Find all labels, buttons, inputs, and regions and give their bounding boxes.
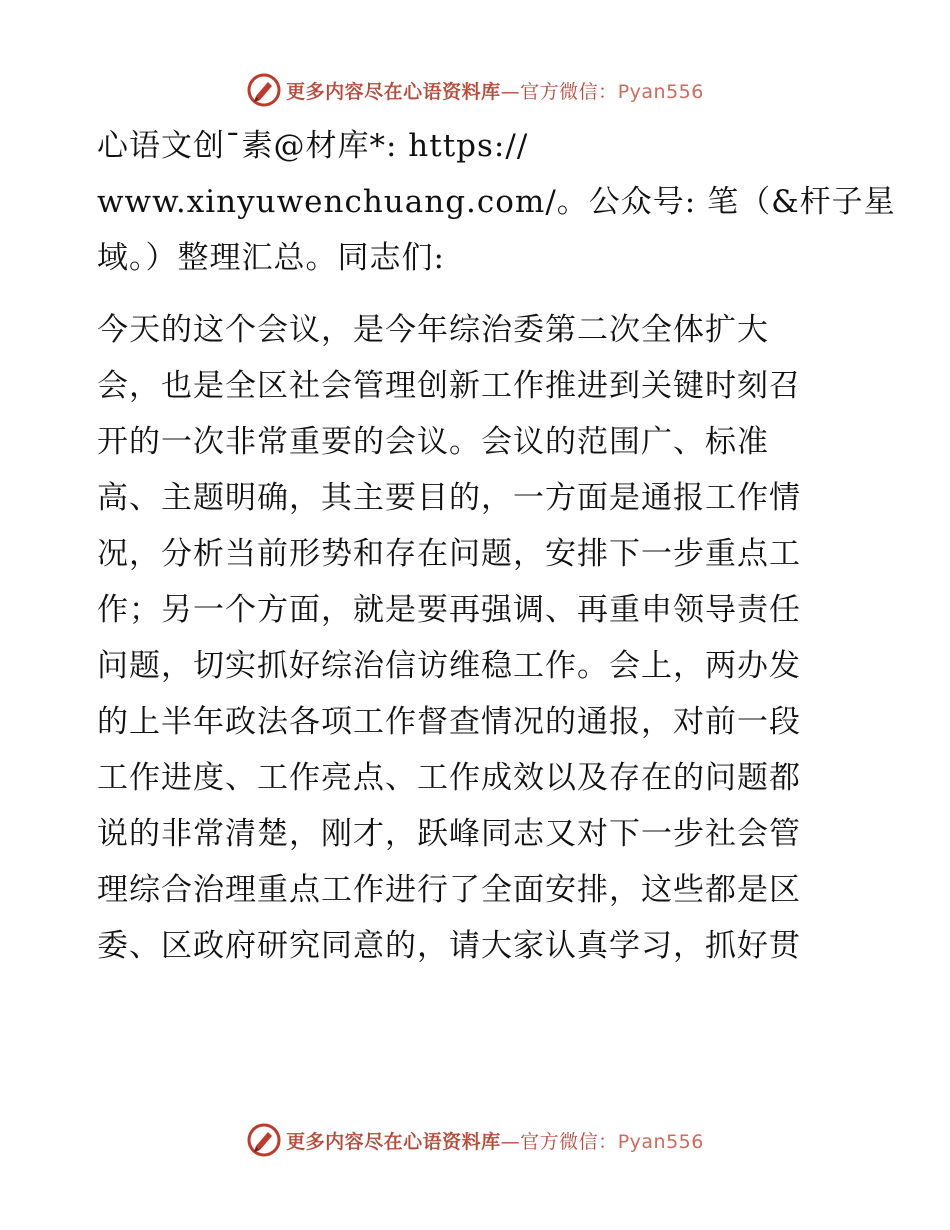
text-line: 今天的这个会议，是今年综治委第二次全体扩大 <box>97 312 769 348</box>
watermark-text: 更多内容尽在心语资料库—官方微信：Pyan556 <box>286 80 704 103</box>
text-line: 理综合治理重点工作进行了全面安排，这些都是区 <box>97 872 801 908</box>
footer-watermark <box>0 1120 950 1160</box>
text-line: 委、区政府研究同意的，请大家认真学习，抓好贯 <box>97 928 801 964</box>
text-line: 作；另一个方面，就是要再强调、再重申领导责任 <box>97 592 801 628</box>
text-line: www.xinyuwenchuang.com/。公众号: 笔（&杆子星 <box>97 184 896 220</box>
paragraph-intro <box>97 118 896 286</box>
text-line: 况，分析当前形势和存在问题，安排下一步重点工 <box>97 536 801 572</box>
text-line: 会，也是全区社会管理创新工作推进到关键时刻召 <box>97 368 801 404</box>
pen-logo-icon <box>246 72 282 108</box>
text-line: 问题，切实抓好综治信访维稳工作。会上，两办发 <box>97 648 801 684</box>
text-line: 心语文创¯素@材库*: https:// <box>97 128 529 164</box>
text-line: 高、主题明确，其主要目的，一方面是通报工作情 <box>97 480 801 516</box>
header-watermark <box>0 70 950 110</box>
text-line: 说的非常清楚，刚才，跃峰同志又对下一步社会管 <box>97 816 801 852</box>
watermark-text: 更多内容尽在心语资料库—官方微信：Pyan556 <box>286 1130 704 1153</box>
text-line: 开的一次非常重要的会议。会议的范围广、标准 <box>97 424 769 460</box>
text-line: 域。）整理汇总。同志们: <box>97 240 445 276</box>
text-line: 工作进度、工作亮点、工作成效以及存在的问题都 <box>97 760 801 796</box>
paragraph-speech <box>97 302 857 974</box>
document-body <box>97 118 896 974</box>
text-line: 的上半年政法各项工作督查情况的通报，对前一段 <box>97 704 801 740</box>
pen-logo-icon <box>246 1122 282 1158</box>
